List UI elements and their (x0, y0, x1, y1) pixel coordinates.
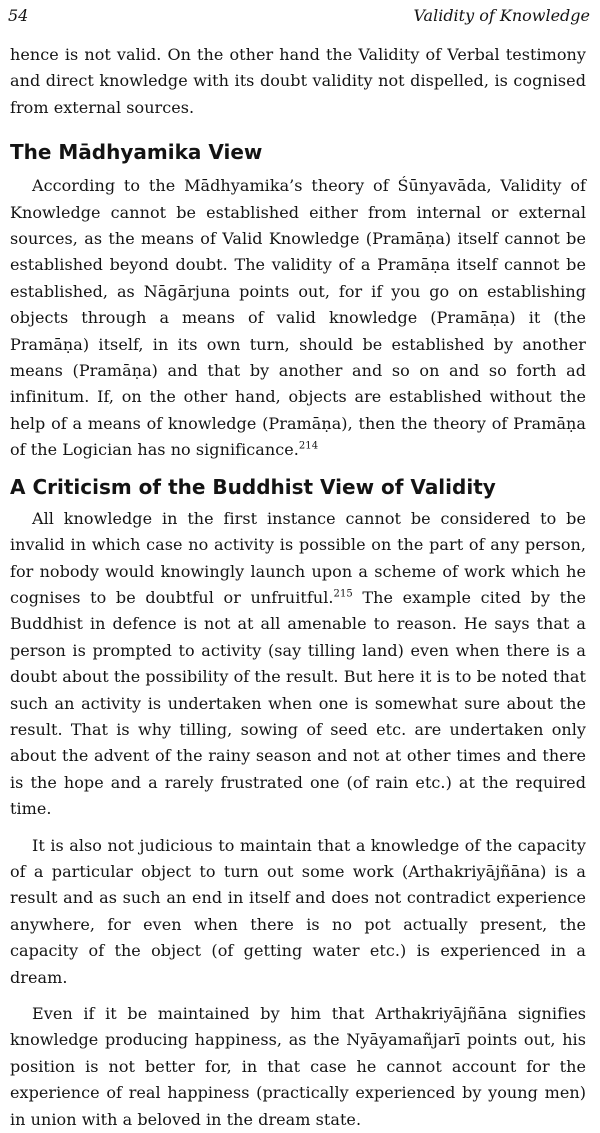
footnote-ref-214: 214 (298, 440, 319, 452)
madhyamika-paragraph (10, 173, 586, 463)
criticism-paragraph-3: Even if it be maintained by him that Arthakriyājñāna signifies knowledge producing happiness, as the Nyāyamañjarī points out, his position is not better for, in that case he cannot account for the experience of real happiness (practically experienced by young men) in union with a beloved in the dream state. (10, 1004, 586, 1129)
paragraph-text: According to the Mādhyamika’s theory of Śūnyavāda, Validity of Knowledge cannot be established either from internal or external sources, as the means of Valid Knowledge (Pramāṇa) itself cannot be established beyond doubt. The validity of a Pramāṇa itself cannot be established, as Nāgārjuna points out, for if you go on establishing objects through a means of valid knowledge (Pramāṇa) it (the Pramāṇa) itself, in its own turn, should be established by another means (Pramāṇa) and that by another and so on and so forth ad infinitum. If, on the other hand, objects are established without the help of a means of knowledge (Pramāṇa), then the theory of Pramāṇa of the Logician has no significance. (10, 176, 586, 460)
running-title: Validity of Knowledge (413, 6, 590, 25)
section-heading-madhyamika: The Mādhyamika View (10, 140, 263, 165)
footnote-ref-215: 215 (333, 588, 353, 600)
page-body (10, 42, 586, 1133)
criticism-paragraph-2: It is also not judicious to maintain that a knowledge of the capacity of a particular object to turn out some work (Arthakriyājñāna) is a result and as such an end in itself and does not contradict experience anywhere, for even when there is no pot actually present, the capacity of the object (of getting water etc.) is experienced in a dream. (10, 835, 586, 987)
page-number: 54 (8, 6, 29, 25)
intro-paragraph: hence is not valid. On the other hand the Validity of Verbal testimony and direct knowledge with its doubt validity not dispelled, is cognised from external sources. (10, 45, 586, 117)
paragraph-text-continued: The example cited by the Buddhist in defence is not at all amenable to reason. He says that a person is prompted to activity (say tilling land) even when there is a doubt about the possibility of the result. But here it is to be noted that such an activity is undertaken when one is somewhat sure about the result. That is why tilling, sowing of seed etc. are undertaken only about the advent of the rainy season and not at other times and there is the hope and a rarely frustrated one (of rain etc.) at the required time. (10, 587, 586, 819)
page-header (8, 6, 590, 32)
section-heading-criticism: A Criticism of the Buddhist View of Validity (10, 474, 496, 499)
criticism-paragraph-1 (10, 506, 586, 823)
paragraph-text: All knowledge in the first instance cannot be considered to be invalid in which case no activity is possible on the part of any person, for nobody would knowingly launch upon a scheme of work which he cognises to be doubtful or unfruitful. (10, 508, 586, 607)
